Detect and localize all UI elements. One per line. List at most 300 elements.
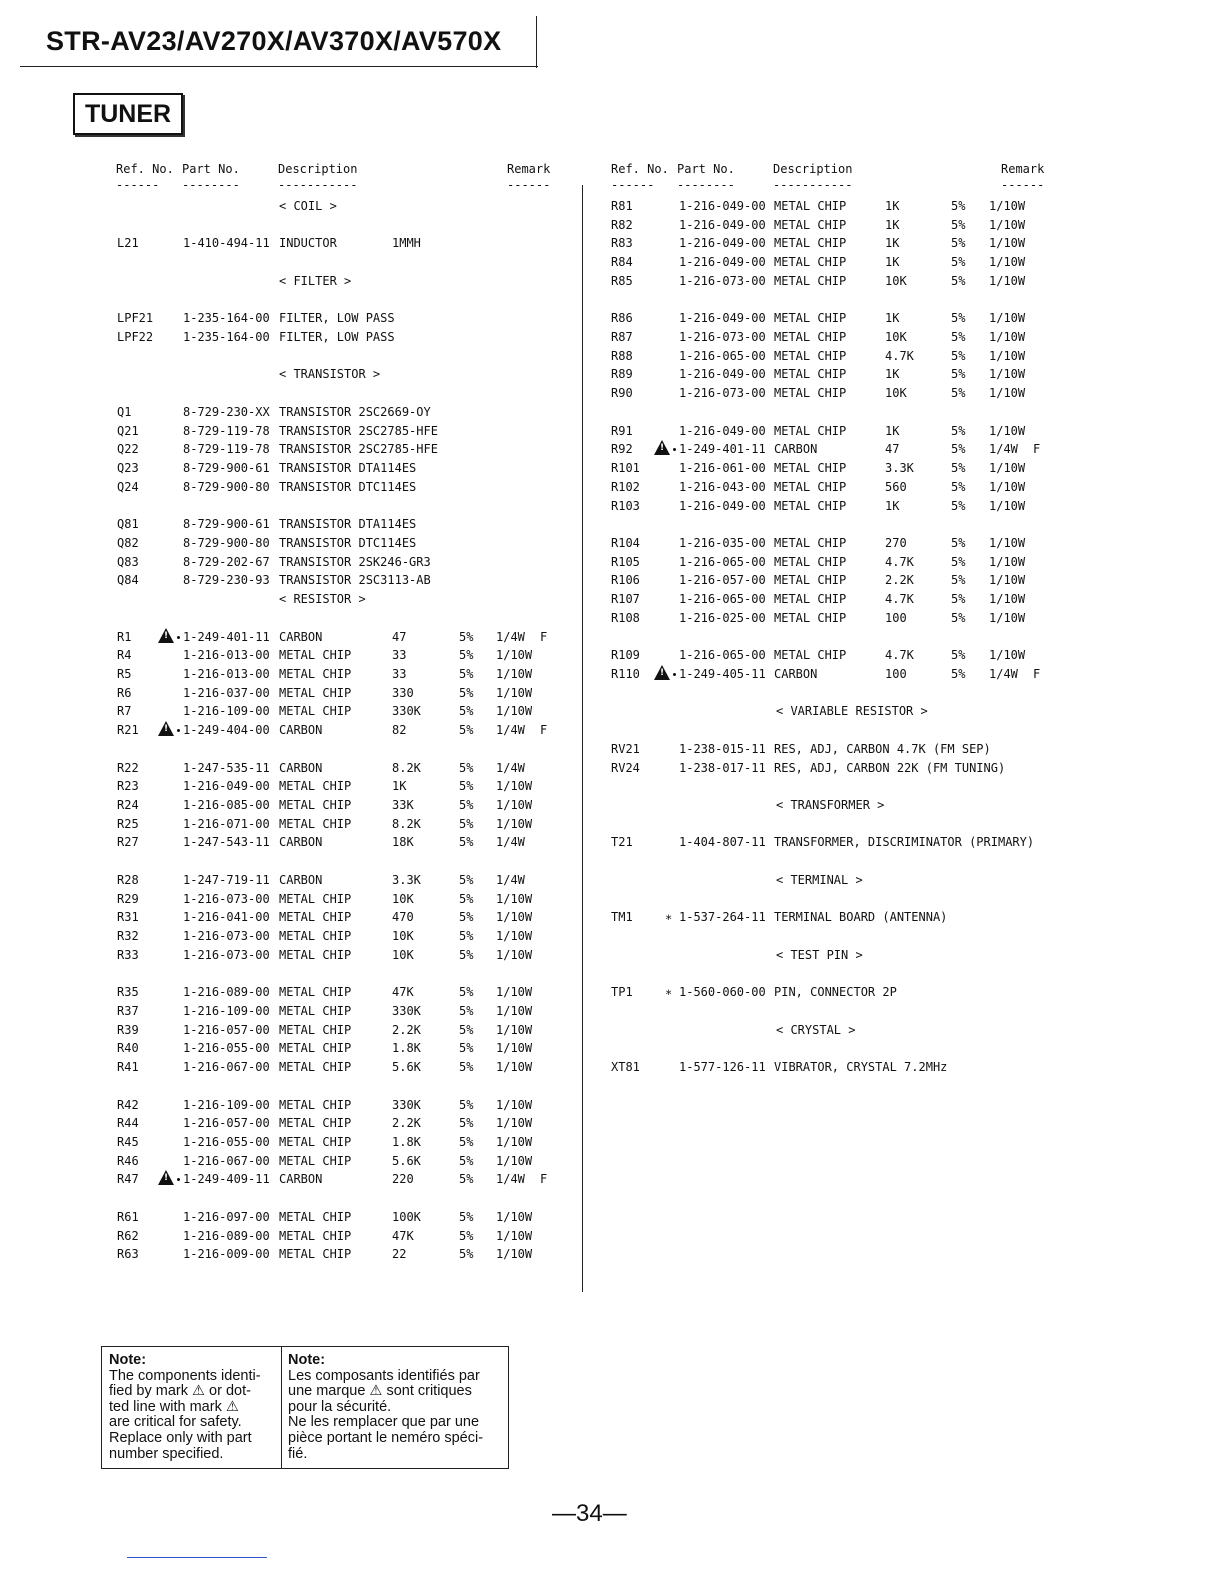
part-number: 1-216-065-00 xyxy=(679,554,766,569)
part-number: 8-729-119-78 xyxy=(183,423,270,438)
part-number: 1-247-543-11 xyxy=(183,835,270,850)
part-description: METAL CHIP xyxy=(279,704,352,719)
part-number: 1-560-060-00 xyxy=(679,985,766,1000)
category-heading: < TRANSISTOR > xyxy=(279,367,381,382)
note-divider xyxy=(281,1347,282,1468)
part-description: METAL CHIP xyxy=(279,1041,352,1056)
part-value: 5.6K xyxy=(392,1153,421,1168)
part-number: 1-216-025-00 xyxy=(679,610,766,625)
part-description: TRANSFORMER, DISCRIMINATOR (PRIMARY) xyxy=(774,835,1035,850)
part-tolerance: 5% xyxy=(951,648,966,663)
part-rating: 1/10W xyxy=(989,255,1026,270)
part-value: 5.6K xyxy=(392,1060,421,1075)
part-ref: R106 xyxy=(611,573,640,588)
part-ref: R90 xyxy=(611,386,633,401)
part-description: METAL CHIP xyxy=(279,667,352,681)
part-rating: 1/10W xyxy=(496,1209,533,1224)
part-description: METAL CHIP xyxy=(774,461,847,476)
part-ref: R5 xyxy=(117,667,132,681)
right-header-desc: Description xyxy=(773,162,853,176)
note-english xyxy=(109,1353,261,1462)
part-description: METAL CHIP xyxy=(774,367,847,382)
part-number: 1-216-073-00 xyxy=(679,386,766,401)
part-rating: 1/10W xyxy=(989,217,1026,232)
part-description: METAL CHIP xyxy=(279,648,352,663)
category-heading: < CRYSTAL > xyxy=(776,1022,856,1037)
part-number: 1-216-049-00 xyxy=(679,199,766,213)
part-rating: 1/10W xyxy=(989,330,1026,345)
part-description: METAL CHIP xyxy=(279,947,352,962)
part-value: 1K xyxy=(885,498,900,513)
part-ref: R40 xyxy=(117,1041,139,1056)
part-description: METAL CHIP xyxy=(774,423,847,438)
part-rating: 1/10W xyxy=(989,479,1026,494)
part-rating: 1/4W xyxy=(989,667,1018,681)
part-number: 1-216-089-00 xyxy=(183,1228,270,1243)
part-number: 1-216-035-00 xyxy=(679,535,766,550)
part-tolerance: 5% xyxy=(951,592,966,607)
part-ref: LPF22 xyxy=(117,330,154,345)
part-ref: R105 xyxy=(611,554,640,569)
part-rating: 1/4W xyxy=(496,835,525,850)
part-ref: Q24 xyxy=(117,479,139,494)
part-ref: R47 xyxy=(117,1172,139,1187)
part-ref: R37 xyxy=(117,1003,139,1018)
part-ref: Q83 xyxy=(117,554,139,569)
part-description: CARBON xyxy=(279,1172,323,1187)
part-ref: R101 xyxy=(611,461,640,476)
part-ref: R6 xyxy=(117,685,132,700)
part-tolerance: 5% xyxy=(459,1153,474,1168)
part-number: 1-216-057-00 xyxy=(183,1022,270,1037)
part-rating: 1/10W xyxy=(496,648,533,663)
part-description: CARBON xyxy=(279,835,323,850)
part-description: INDUCTOR xyxy=(279,236,337,251)
part-description: METAL CHIP xyxy=(279,779,352,794)
part-number: 1-216-085-00 xyxy=(183,798,270,813)
part-tolerance: 5% xyxy=(951,554,966,569)
left-dash-part: -------- xyxy=(182,178,240,192)
part-ref: Q21 xyxy=(117,423,139,438)
part-ref: R102 xyxy=(611,479,640,494)
part-number: 1-247-535-11 xyxy=(183,760,270,775)
part-tolerance: 5% xyxy=(951,386,966,401)
part-description: CARBON xyxy=(279,760,323,775)
part-value: 33K xyxy=(392,798,414,813)
part-number: 1-216-013-00 xyxy=(183,648,270,663)
part-ref: R42 xyxy=(117,1097,139,1112)
part-rating: 1/10W xyxy=(989,535,1026,550)
part-number: 1-216-055-00 xyxy=(183,1041,270,1056)
header-vertical-rule xyxy=(536,16,537,68)
not-supplied-star-icon: ∗ xyxy=(665,985,673,1000)
part-number: 1-249-409-11 xyxy=(183,1172,270,1187)
part-number: 1-216-037-00 xyxy=(183,685,270,700)
part-ref: R63 xyxy=(117,1247,139,1262)
part-rating: 1/10W xyxy=(496,1022,533,1037)
part-tolerance: 5% xyxy=(459,667,474,681)
part-value: 3.3K xyxy=(392,872,421,887)
part-number: 1-216-067-00 xyxy=(183,1060,270,1075)
part-tolerance: 5% xyxy=(459,1022,474,1037)
column-divider xyxy=(582,185,583,1292)
part-tolerance: 5% xyxy=(459,798,474,813)
part-tolerance: 5% xyxy=(951,461,966,476)
safety-dot-icon xyxy=(177,1178,180,1181)
part-ref: R61 xyxy=(117,1209,139,1224)
part-ref: R23 xyxy=(117,779,139,794)
part-tolerance: 5% xyxy=(951,423,966,438)
note-french-body: Les composants identifiés par une marque ⚠ sont critiques pour la sécurité. Ne les remplacer que par une pièce portant le neméro spéci- fié. xyxy=(288,1367,484,1462)
part-description: METAL CHIP xyxy=(774,255,847,270)
part-ref: R62 xyxy=(117,1228,139,1243)
part-tolerance: 5% xyxy=(951,236,966,251)
part-description: TRANSISTOR 2SC2785-HFE xyxy=(279,423,438,438)
part-description: TRANSISTOR DTA114ES xyxy=(279,461,417,476)
part-number: 1-235-164-00 xyxy=(183,311,270,326)
part-description: METAL CHIP xyxy=(774,535,847,550)
part-tolerance: 5% xyxy=(459,1209,474,1224)
part-value: 3.3K xyxy=(885,461,914,476)
part-value: 2.2K xyxy=(392,1116,421,1131)
part-value: 47K xyxy=(392,985,414,1000)
part-number: 1-216-055-00 xyxy=(183,1135,270,1149)
category-heading: < TRANSFORMER > xyxy=(776,798,885,813)
part-description: METAL CHIP xyxy=(774,610,847,625)
part-value: 47 xyxy=(392,629,407,644)
part-value: 220 xyxy=(392,1172,414,1187)
part-value: 100 xyxy=(885,667,907,681)
part-description: TRANSISTOR 2SC2669-OY xyxy=(279,404,431,419)
part-ref: R103 xyxy=(611,498,640,513)
part-ref: T21 xyxy=(611,835,633,850)
part-rating: 1/10W xyxy=(496,798,533,813)
part-value: 330K xyxy=(392,1097,421,1112)
page-number: —34— xyxy=(552,1500,627,1527)
part-tolerance: 5% xyxy=(459,1228,474,1243)
part-rating: 1/4W xyxy=(496,723,525,738)
part-rating: 1/10W xyxy=(496,1003,533,1018)
part-number: 1-216-057-00 xyxy=(679,573,766,588)
part-value: 10K xyxy=(392,891,414,906)
part-ref: R109 xyxy=(611,648,640,663)
part-description: PIN, CONNECTOR 2P xyxy=(774,985,897,1000)
part-description: CARBON xyxy=(279,723,323,738)
part-rating: 1/10W xyxy=(496,1247,533,1262)
part-tolerance: 5% xyxy=(951,217,966,232)
safety-warning-icon xyxy=(654,440,670,455)
part-tolerance: 5% xyxy=(459,910,474,925)
part-ref: Q22 xyxy=(117,442,139,457)
safety-warning-icon xyxy=(158,721,174,736)
safety-note xyxy=(101,1346,509,1469)
part-description: METAL CHIP xyxy=(774,217,847,232)
part-value: 1MMH xyxy=(392,236,421,251)
part-tolerance: 5% xyxy=(951,535,966,550)
part-number: 1-249-404-00 xyxy=(183,723,270,738)
part-number: 1-216-057-00 xyxy=(183,1116,270,1131)
part-number: 8-729-230-93 xyxy=(183,573,270,588)
part-rating: 1/10W xyxy=(496,1060,533,1075)
note-english-title: Note: xyxy=(109,1352,147,1368)
part-value: 47 xyxy=(885,442,900,457)
left-dash-desc: ----------- xyxy=(278,178,358,192)
part-ref: R32 xyxy=(117,929,139,944)
part-tolerance: 5% xyxy=(459,985,474,1000)
part-rating: 1/10W xyxy=(989,311,1026,326)
part-rating: 1/10W xyxy=(989,554,1026,569)
part-number: 1-216-049-00 xyxy=(679,498,766,513)
left-header-desc: Description xyxy=(278,162,358,176)
part-description: METAL CHIP xyxy=(279,1003,352,1018)
part-tolerance: 5% xyxy=(951,573,966,588)
part-description: METAL CHIP xyxy=(774,592,847,607)
part-value: 270 xyxy=(885,535,907,550)
part-number: 1-216-073-00 xyxy=(679,273,766,288)
part-rating: 1/10W xyxy=(496,891,533,906)
part-description: METAL CHIP xyxy=(774,573,847,588)
part-value: 82 xyxy=(392,723,407,738)
part-rating: 1/10W xyxy=(989,386,1026,401)
part-number: 1-216-049-00 xyxy=(679,236,766,251)
part-number: 1-537-264-11 xyxy=(679,910,766,925)
part-number: 1-216-097-00 xyxy=(183,1209,270,1224)
part-tolerance: 5% xyxy=(951,479,966,494)
part-rating: 1/4W xyxy=(496,760,525,775)
part-tolerance: 5% xyxy=(459,872,474,887)
part-number: 8-729-230-XX xyxy=(183,404,270,419)
part-ref: R82 xyxy=(611,217,633,232)
part-description: METAL CHIP xyxy=(279,1247,352,1262)
left-header-part: Part No. xyxy=(182,162,240,176)
part-ref: R85 xyxy=(611,273,633,288)
part-description: TRANSISTOR DTC114ES xyxy=(279,479,417,494)
part-value: 33 xyxy=(392,648,407,663)
part-tolerance: 5% xyxy=(951,667,966,681)
part-ref: R27 xyxy=(117,835,139,850)
part-ref: R81 xyxy=(611,199,633,213)
part-description: METAL CHIP xyxy=(279,1153,352,1168)
part-description: METAL CHIP xyxy=(774,330,847,345)
part-tolerance: 5% xyxy=(951,367,966,382)
part-ref: R29 xyxy=(117,891,139,906)
part-description: METAL CHIP xyxy=(279,1135,352,1149)
part-ref: TM1 xyxy=(611,910,633,925)
part-tolerance: 5% xyxy=(459,685,474,700)
part-description: METAL CHIP xyxy=(279,1116,352,1131)
part-description: METAL CHIP xyxy=(279,891,352,906)
part-ref: R83 xyxy=(611,236,633,251)
part-ref: R107 xyxy=(611,592,640,607)
part-rating: 1/10W xyxy=(989,592,1026,607)
part-ref: RV21 xyxy=(611,741,640,756)
part-rating: 1/10W xyxy=(989,610,1026,625)
part-number: 1-247-719-11 xyxy=(183,872,270,887)
part-ref: R31 xyxy=(117,910,139,925)
part-ref: R22 xyxy=(117,760,139,775)
part-rating: 1/10W xyxy=(496,1041,533,1056)
part-tolerance: 5% xyxy=(951,199,966,213)
part-description: METAL CHIP xyxy=(774,311,847,326)
part-number: 1-238-015-11 xyxy=(679,741,766,756)
part-number: 8-729-900-61 xyxy=(183,517,270,532)
part-rating: 1/10W xyxy=(496,816,533,831)
part-value: 10K xyxy=(885,330,907,345)
note-french xyxy=(288,1353,483,1462)
part-value: 10K xyxy=(885,273,907,288)
part-rating: 1/10W xyxy=(496,1153,533,1168)
part-tolerance: 5% xyxy=(459,648,474,663)
part-tolerance: 5% xyxy=(951,610,966,625)
part-tolerance: 5% xyxy=(459,779,474,794)
part-value: 22 xyxy=(392,1247,407,1262)
part-ref: R39 xyxy=(117,1022,139,1037)
part-number: 1-216-109-00 xyxy=(183,1097,270,1112)
part-rating: 1/10W xyxy=(989,367,1026,382)
part-description: METAL CHIP xyxy=(279,985,352,1000)
part-ref: R7 xyxy=(117,704,132,719)
note-french-title: Note: xyxy=(288,1352,326,1368)
part-number: 1-216-049-00 xyxy=(679,423,766,438)
part-description: TRANSISTOR DTC114ES xyxy=(279,535,417,550)
part-ref: R108 xyxy=(611,610,640,625)
category-heading: < FILTER > xyxy=(279,273,352,288)
part-value: 1K xyxy=(885,255,900,270)
part-tolerance: 5% xyxy=(459,1135,474,1149)
part-value: 100K xyxy=(392,1209,421,1224)
part-flag: F xyxy=(540,629,548,644)
safety-warning-icon xyxy=(158,1170,174,1185)
part-ref: R33 xyxy=(117,947,139,962)
part-ref: LPF21 xyxy=(117,311,154,326)
part-value: 560 xyxy=(885,479,907,494)
part-number: 8-729-900-80 xyxy=(183,535,270,550)
part-rating: 1/10W xyxy=(989,461,1026,476)
part-value: 100 xyxy=(885,610,907,625)
part-ref: R92 xyxy=(611,442,633,457)
part-number: 1-410-494-11 xyxy=(183,236,270,251)
part-number: 1-216-043-00 xyxy=(679,479,766,494)
part-description: CARBON xyxy=(279,629,323,644)
part-ref: R1 xyxy=(117,629,132,644)
part-description: METAL CHIP xyxy=(279,1209,352,1224)
part-ref: R45 xyxy=(117,1135,139,1149)
right-header-remark: Remark xyxy=(1001,162,1045,176)
part-description: METAL CHIP xyxy=(279,798,352,813)
safety-dot-icon xyxy=(673,673,676,676)
part-rating: 1/10W xyxy=(989,348,1026,363)
part-ref: XT81 xyxy=(611,1060,640,1075)
part-number: 1-216-109-00 xyxy=(183,1003,270,1018)
part-description: METAL CHIP xyxy=(279,1060,352,1075)
part-value: 18K xyxy=(392,835,414,850)
part-number: 8-729-202-67 xyxy=(183,554,270,569)
part-description: TRANSISTOR DTA114ES xyxy=(279,517,417,532)
part-number: 1-216-049-00 xyxy=(679,255,766,270)
part-description: TRANSISTOR 2SC3113-AB xyxy=(279,573,431,588)
part-ref: L21 xyxy=(117,236,139,251)
part-number: 1-216-071-00 xyxy=(183,816,270,831)
part-ref: R89 xyxy=(611,367,633,382)
safety-dot-icon xyxy=(177,729,180,732)
right-dash-ref: ------ xyxy=(611,178,655,192)
part-description: METAL CHIP xyxy=(279,816,352,831)
part-description: TERMINAL BOARD (ANTENNA) xyxy=(774,910,948,925)
part-ref: R24 xyxy=(117,798,139,813)
part-number: 1-249-401-11 xyxy=(183,629,270,644)
part-ref: R25 xyxy=(117,816,139,831)
part-value: 1K xyxy=(392,779,407,794)
part-description: TRANSISTOR 2SC2785-HFE xyxy=(279,442,438,457)
part-rating: 1/10W xyxy=(496,947,533,962)
category-heading: < VARIABLE RESISTOR > xyxy=(776,704,928,719)
part-ref: TP1 xyxy=(611,985,633,1000)
safety-dot-icon xyxy=(673,448,676,451)
part-ref: R84 xyxy=(611,255,633,270)
part-number: 1-577-126-11 xyxy=(679,1060,766,1075)
part-description: CARBON xyxy=(774,442,818,457)
part-rating: 1/10W xyxy=(989,236,1026,251)
part-description: FILTER, LOW PASS xyxy=(279,330,395,345)
part-value: 33 xyxy=(392,667,407,681)
part-rating: 1/10W xyxy=(989,199,1026,213)
part-tolerance: 5% xyxy=(459,835,474,850)
part-flag: F xyxy=(540,1172,548,1187)
part-tolerance: 5% xyxy=(459,1060,474,1075)
part-ref: Q84 xyxy=(117,573,139,588)
part-number: 1-404-807-11 xyxy=(679,835,766,850)
left-dash-remark: ------ xyxy=(507,178,551,192)
part-rating: 1/10W xyxy=(496,1228,533,1243)
part-ref: R86 xyxy=(611,311,633,326)
part-number: 1-238-017-11 xyxy=(679,760,766,775)
part-description: METAL CHIP xyxy=(774,498,847,513)
part-rating: 1/10W xyxy=(496,685,533,700)
part-number: 1-216-049-00 xyxy=(679,311,766,326)
part-number: 1-216-065-00 xyxy=(679,648,766,663)
part-tolerance: 5% xyxy=(459,891,474,906)
right-header-ref: Ref. No. xyxy=(611,162,669,176)
part-ref: R35 xyxy=(117,985,139,1000)
part-value: 1K xyxy=(885,217,900,232)
part-value: 470 xyxy=(392,910,414,925)
part-ref: R4 xyxy=(117,648,132,663)
part-description: METAL CHIP xyxy=(774,386,847,401)
part-tolerance: 5% xyxy=(459,1097,474,1112)
part-number: 8-729-900-80 xyxy=(183,479,270,494)
category-heading: < RESISTOR > xyxy=(279,592,366,607)
part-value: 1K xyxy=(885,367,900,382)
part-description: VIBRATOR, CRYSTAL 7.2MHz xyxy=(774,1060,948,1075)
part-rating: 1/10W xyxy=(989,273,1026,288)
part-ref: RV24 xyxy=(611,760,640,775)
part-tolerance: 5% xyxy=(951,442,966,457)
part-number: 1-216-049-00 xyxy=(679,367,766,382)
part-ref: R87 xyxy=(611,330,633,345)
part-number: 1-216-049-00 xyxy=(183,779,270,794)
part-value: 8.2K xyxy=(392,760,421,775)
part-rating: 1/10W xyxy=(496,910,533,925)
part-ref: Q82 xyxy=(117,535,139,550)
part-description: RES, ADJ, CARBON 4.7K (FM SEP) xyxy=(774,741,991,756)
scan-artifact-line xyxy=(127,1557,267,1558)
part-description: RES, ADJ, CARBON 22K (FM TUNING) xyxy=(774,760,1006,775)
part-number: 1-216-065-00 xyxy=(679,348,766,363)
part-tolerance: 5% xyxy=(459,816,474,831)
part-tolerance: 5% xyxy=(951,255,966,270)
right-dash-part: -------- xyxy=(677,178,735,192)
part-tolerance: 5% xyxy=(459,723,474,738)
